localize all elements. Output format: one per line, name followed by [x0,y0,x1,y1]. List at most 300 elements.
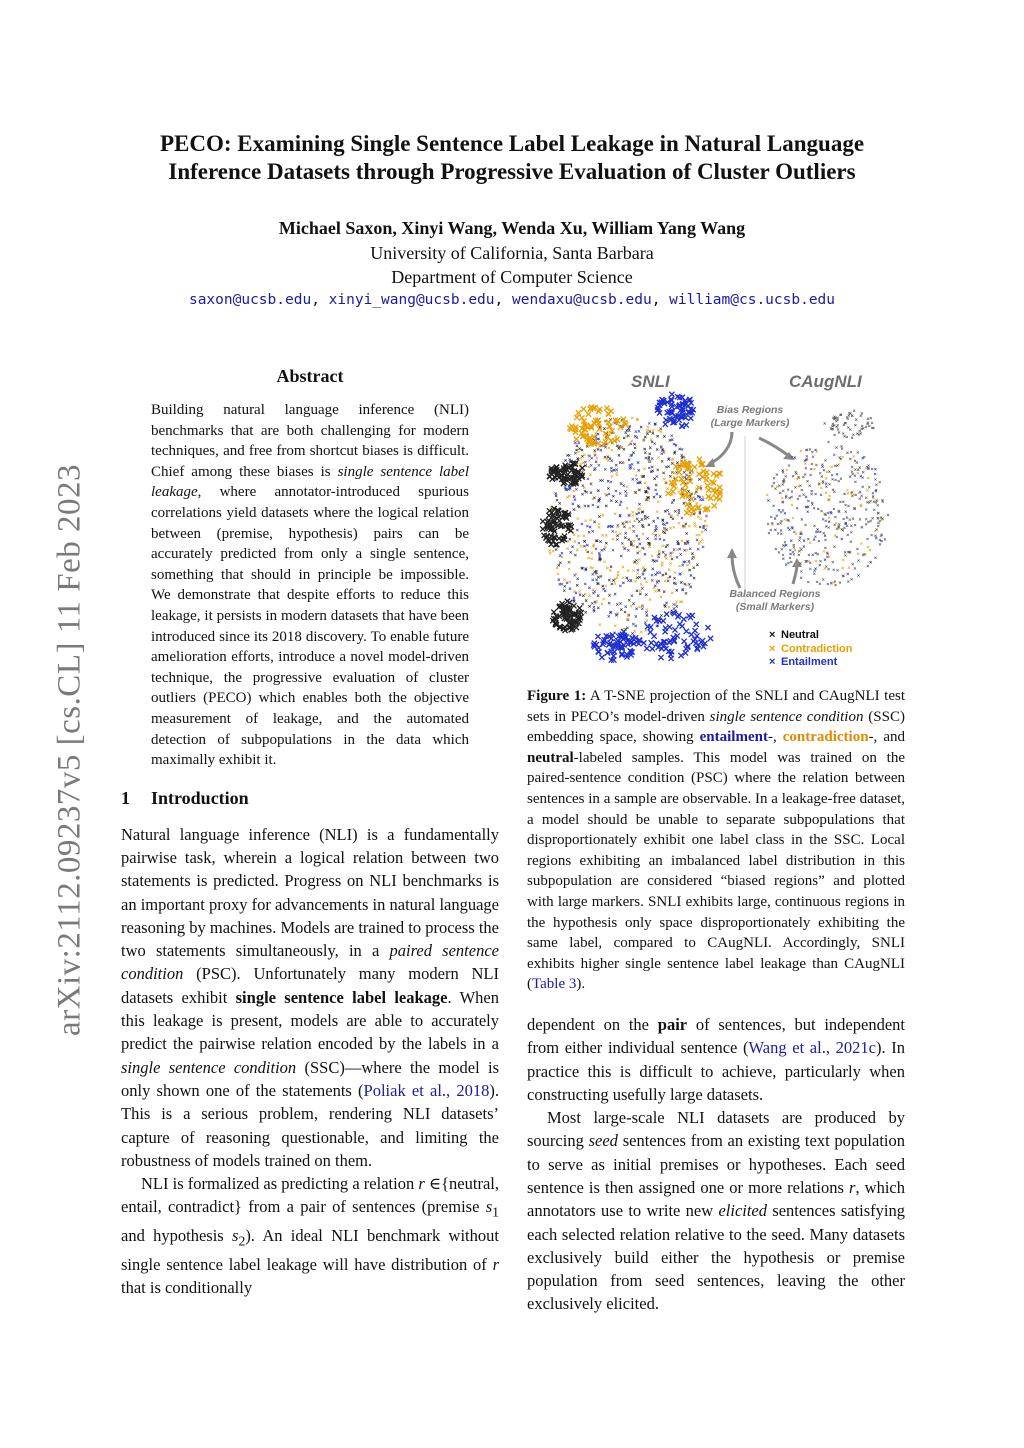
scatter-point [636,436,638,438]
scatter-point [851,466,853,468]
scatter-point [592,573,594,575]
scatter-point [583,540,585,542]
scatter-point [678,512,680,514]
scatter-point [705,625,710,630]
scatter-point [804,463,806,465]
scatter-point [583,486,585,488]
scatter-point [839,501,841,503]
figure-legend [769,629,853,670]
scatter-point [686,564,688,566]
scatter-point [581,523,583,525]
scatter-point [594,432,596,434]
balanced-arrow-right-head [792,558,802,567]
scatter-point [589,519,591,521]
scatter-point [637,469,639,471]
scatter-point [847,580,849,582]
scatter-point [610,470,612,472]
entailment-term: entailment [699,729,768,746]
scatter-point [819,472,821,474]
scatter-point [574,437,579,442]
scatter-point [567,540,569,542]
scatter-point [820,494,822,496]
scatter-point [584,505,586,507]
scatter-point [643,468,645,470]
scatter-point [662,574,664,576]
scatter-point [671,558,673,560]
scatter-point [645,581,647,583]
scatter-point [789,549,791,551]
scatter-point [789,497,791,499]
scatter-point [849,458,851,460]
scatter-point [825,514,827,516]
scatter-point [666,509,668,511]
email-link[interactable]: saxon@ucsb.edu [188,292,312,308]
scatter-point [874,473,876,475]
text-run: Most large-scale NLI datasets are produced by sourcing [527,1108,905,1151]
affiliation-department: Department of Computer Science [391,267,633,287]
scatter-point [843,435,845,437]
scatter-point [782,471,784,473]
scatter-point [635,559,637,561]
scatter-point [632,602,634,604]
scatter-point [824,539,826,541]
scatter-point [632,544,634,546]
scatter-point [581,407,586,412]
scatter-point [575,488,577,490]
scatter-point [623,526,625,528]
scatter-point [601,534,603,536]
scatter-point [582,594,584,596]
scatter-point [811,463,813,465]
scatter-point [603,561,605,563]
email-link[interactable]: wendaxu@ucsb.edu [512,292,652,308]
author-emails [100,292,924,308]
scatter-point [767,499,769,501]
scatter-point [638,430,640,432]
scatter-point [615,531,617,533]
scatter-point [847,426,849,428]
email-link[interactable]: xinyi_wang@ucsb.edu [328,292,495,308]
scatter-point [656,493,658,495]
scatter-point [628,514,630,516]
scatter-point [651,441,653,443]
scatter-point [868,486,870,488]
scatter-point [865,467,867,469]
scatter-point [833,434,835,436]
scatter-point [836,569,838,571]
scatter-point [824,422,826,424]
authors: Michael Saxon, Xinyi Wang, Wenda Xu, William Yang Wang [278,218,746,238]
scatter-point [622,566,624,568]
scatter-point [791,490,793,492]
scatter-point [843,527,845,529]
scatter-point [865,518,867,520]
scatter-point [590,464,592,466]
scatter-point [592,498,594,500]
scatter-point [624,605,626,607]
scatter-point [606,411,611,416]
scatter-point [812,554,814,556]
scatter-point [663,539,665,541]
scatter-point [580,457,582,459]
scatter-point [685,532,687,534]
scatter-point [823,469,825,471]
scatter-point [693,577,695,579]
scatter-point [831,478,833,480]
scatter-point [874,478,876,480]
scatter-point [860,542,862,544]
scatter-point [566,582,568,584]
scatter-point [624,611,626,613]
email-separator: , [651,292,661,308]
scatter-point [640,426,642,428]
scatter-point [694,525,696,527]
scatter-point [850,525,852,527]
scatter-point [602,585,604,587]
scatter-point [768,532,770,534]
text-run: (PSC). Unfortunately many modern NLI datasets exhibit [121,964,499,1007]
scatter-point [857,553,859,555]
scatter-point [627,618,629,620]
scatter-point [804,524,806,526]
scatter-point [863,456,865,458]
scatter-point [655,538,657,540]
scatter-point [660,430,662,432]
scatter-point [655,484,657,486]
scatter-point [540,526,545,531]
scatter-point [856,548,858,550]
scatter-point [824,459,826,461]
scatter-point [793,553,795,555]
scatter-point [800,577,802,579]
text-run: ). [576,976,586,993]
scatter-point [866,489,868,491]
math-var: s [232,1226,239,1246]
scatter-point [782,483,784,485]
scatter-point [584,583,586,585]
scatter-point [870,417,872,419]
scatter-point [639,590,641,592]
scatter-point [638,512,640,514]
scatter-point [808,485,810,487]
scatter-point [608,594,610,596]
scatter-point [579,594,581,596]
scatter-point [626,507,628,509]
scatter-point [673,577,675,579]
scatter-point [616,445,618,447]
scatter-point [816,528,818,530]
scatter-point [574,442,576,444]
bias-regions-note [705,404,795,430]
scatter-point [620,482,622,484]
scatter-point [820,510,822,512]
scatter-point [788,464,790,466]
scatter-point [656,435,658,437]
table-reference-link[interactable]: Table 3 [532,976,577,993]
scatter-point [619,602,621,604]
scatter-point [634,447,636,449]
email-separator: , [311,292,320,308]
scatter-point [666,544,668,546]
scatter-point [584,461,586,463]
scatter-point [586,445,588,447]
scatter-point [692,464,697,469]
scatter-point [582,484,584,486]
scatter-point [627,615,629,617]
scatter-point [841,528,843,530]
scatter-point [549,552,551,554]
scatter-point [825,483,827,485]
scatter-point [594,454,596,456]
scatter-point [833,454,835,456]
scatter-point [649,430,651,432]
scatter-point [681,454,683,456]
scatter-point [591,579,593,581]
scatter-point [833,546,835,548]
scatter-point [577,505,579,507]
scatter-point [598,523,600,525]
scatter-point [632,623,634,625]
scatter-point [694,522,696,524]
scatter-point [674,583,676,585]
scatter-point [850,531,852,533]
scatter-point [679,424,684,429]
scatter-point [784,541,786,543]
scatter-point [669,554,671,556]
scatter-point [633,468,635,470]
scatter-point [574,415,579,420]
scatter-point [689,632,694,637]
scatter-point [775,548,777,550]
scatter-point [861,526,863,528]
scatter-point [583,545,585,547]
scatter-point [568,568,570,570]
scatter-point [652,429,654,431]
scatter-point [683,471,685,473]
scatter-point [662,551,664,553]
email-link[interactable]: william@cs.ucsb.edu [669,292,836,308]
scatter-point [678,491,680,493]
scatter-point [819,560,821,562]
balanced-arrow-left [732,554,740,588]
scatter-point [672,551,674,553]
scatter-point [853,455,855,457]
scatter-point [871,468,873,470]
scatter-point [706,494,711,499]
scatter-point [552,550,554,552]
scatter-point [658,534,660,536]
scatter-point [638,538,640,540]
title-line-1: PECO: Examining Single Sentence Label Leakage in Natural Language [159,131,865,156]
scatter-point [646,619,648,621]
scatter-point [777,532,779,534]
scatter-point [614,513,616,515]
scatter-point [631,463,633,465]
scatter-point [574,554,576,556]
scatter-point [619,533,621,535]
text-run: NLI is formalized as predicting a relation [141,1174,419,1194]
scatter-point [857,559,859,561]
scatter-point [632,569,634,571]
scatter-point [846,452,848,454]
scatter-point [871,517,873,519]
scatter-point [618,454,620,456]
scatter-point [835,522,837,524]
scatter-point [780,529,782,531]
scatter-point [851,578,853,580]
scatter-point [631,511,633,513]
scatter-point [646,537,648,539]
scatter-point [815,493,817,495]
scatter-point [698,534,700,536]
scatter-point [590,457,592,459]
scatter-point [706,525,708,527]
scatter-point [876,528,878,530]
scatter-point [636,518,638,520]
contradiction-term: contradiction [782,729,869,746]
scatter-point [557,573,559,575]
scatter-point [629,466,631,468]
scatter-point [654,489,656,491]
scatter-point [825,477,827,479]
scatter-point [857,472,859,474]
scatter-point [865,508,867,510]
scatter-point [595,548,597,550]
scatter-point [616,474,618,476]
scatter-point [587,557,589,559]
scatter-point [774,488,776,490]
scatter-point [824,559,826,561]
scatter-point [660,596,662,598]
scatter-point [828,526,830,528]
scatter-point [588,605,590,607]
scatter-point [646,516,648,518]
scatter-point [555,548,557,550]
scatter-point [689,548,691,550]
scatter-point [598,464,600,466]
scatter-point [589,526,591,528]
scatter-point [869,500,871,502]
scatter-point [809,568,811,570]
scatter-point [678,509,680,511]
scatter-point [663,626,668,631]
scatter-point [797,498,799,500]
scatter-point [807,511,809,513]
scatter-point [827,583,829,585]
abstract-text-part: Building natural language inference (NLI) benchmarks that are both challenging for modern techniques, and free from shortcut biases is difficult. Chief among these biases is [151,402,469,480]
text-run: Natural language inference (NLI) is a fundamentally pairwise task, wherein a logical relation between two statements is predicted. Progress on NLI benchmarks is an important proxy for advancements in natural language reasoning by machines. Models are trained to process the two statements simultaneously, in a [121,824,500,961]
scatter-point [611,530,613,532]
scatter-point [794,456,796,458]
scatter-point [809,562,811,564]
scatter-point [800,450,802,452]
scatter-point [566,547,568,549]
scatter-point [605,534,607,536]
scatter-point [697,472,702,477]
scatter-point [666,491,671,496]
text-run: -, and [868,729,905,746]
text-run: sentences satisfying each selected relation relative to the seed. Many datasets exclusively build either the hypothesis or premise population from seed sentences, leaving the other exclusively elicited. [527,1201,905,1314]
scatter-point [800,531,802,533]
scatter-point [846,489,848,491]
scatter-point [663,435,665,437]
scatter-points [540,392,889,663]
scatter-point [558,502,560,504]
scatter-point [645,457,647,459]
scatter-point [770,516,772,518]
scatter-point [583,454,585,456]
scatter-point [614,582,616,584]
scatter-point [867,464,869,466]
scatter-point [660,614,662,616]
emphasis: single sentence condition [709,708,864,725]
scatter-point [704,520,706,522]
scatter-point [658,550,660,552]
scatter-point [646,609,648,611]
scatter-point [573,597,575,599]
scatter-point [586,412,591,417]
scatter-point [828,568,830,570]
citation-link[interactable]: Poliak et al., 2018 [363,1080,490,1100]
scatter-point [600,449,602,451]
scatter-point [846,525,848,527]
scatter-point [651,574,653,576]
scatter-point [814,552,816,554]
scatter-point [688,583,690,585]
scatter-point [873,509,875,511]
scatter-point [831,466,833,468]
scatter-point [632,452,634,454]
scatter-point [644,451,646,453]
scatter-point [673,499,675,501]
scatter-point [871,534,873,536]
scatter-point [658,580,660,582]
scatter-point [799,536,801,538]
section-number: 1 [121,787,130,808]
scatter-point [644,482,646,484]
scatter-point [637,461,639,463]
scatter-point [867,565,869,567]
scatter-point [669,475,671,477]
scatter-point [571,546,573,548]
scatter-point [599,624,601,626]
scatter-point [697,457,702,462]
scatter-point [627,570,629,572]
scatter-point [645,629,647,631]
scatter-point [598,552,600,554]
scatter-point [597,576,599,578]
scatter-point [681,564,683,566]
scatter-point [693,567,695,569]
scatter-point [774,529,776,531]
scatter-point [869,549,871,551]
scatter-point [693,641,698,646]
scatter-point [654,590,656,592]
scatter-point [708,636,713,641]
math-var: r [492,1254,499,1274]
scatter-point [825,520,827,522]
scatter-point [620,608,622,610]
text-run: , which annotators use to write new [527,1177,905,1221]
scatter-point [854,475,856,477]
scatter-point [612,538,614,540]
scatter-point [604,406,609,411]
scatter-point [814,568,816,570]
citation-link[interactable]: Wang et al., 2021c [748,1038,876,1058]
scatter-point [704,529,706,531]
scatter-point [823,532,825,534]
scatter-point [690,514,692,516]
